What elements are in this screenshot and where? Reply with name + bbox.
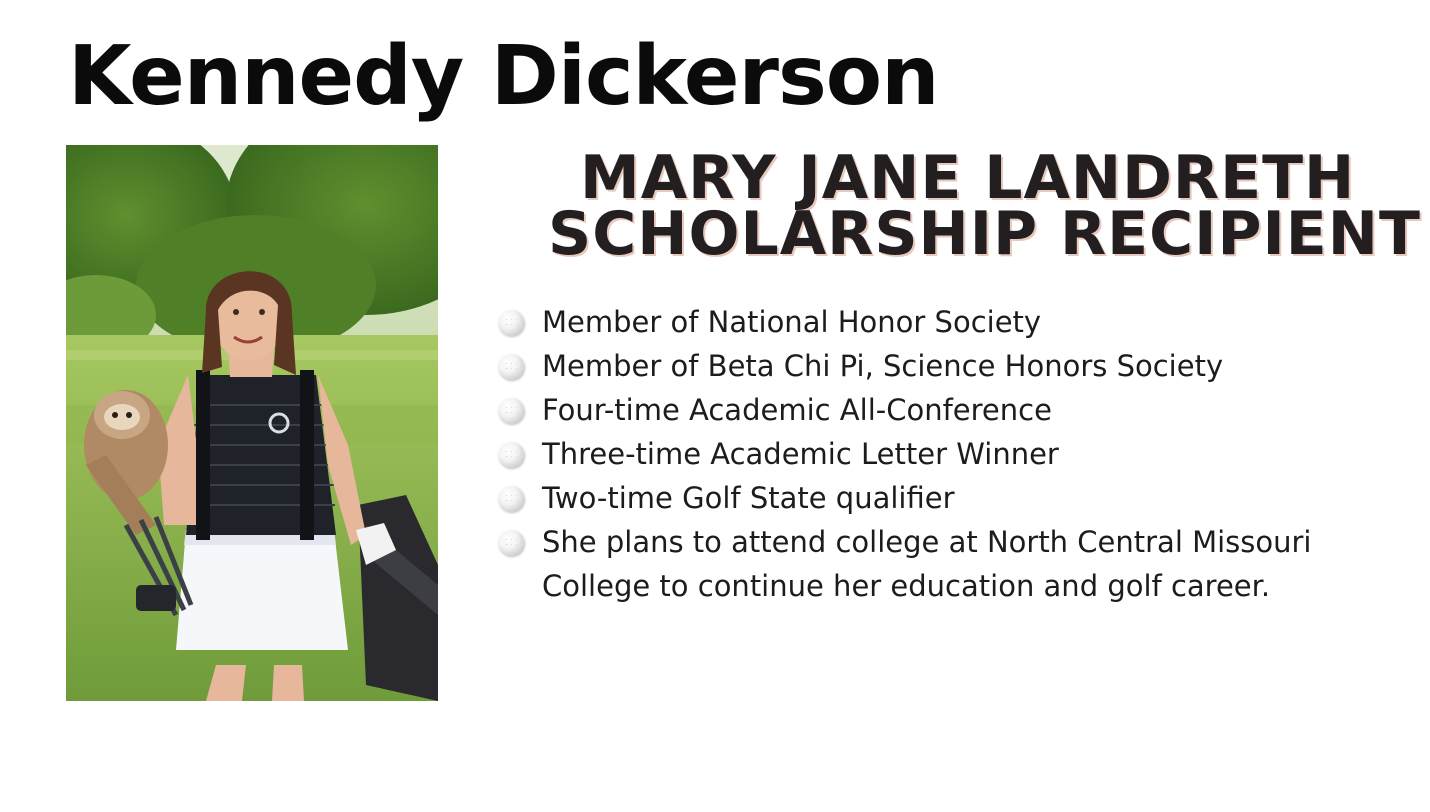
award-heading-line1: MARY JANE LANDRETH [580, 143, 1356, 213]
list-item [498, 344, 1358, 388]
list-item [498, 520, 1358, 608]
golf-ball-icon [498, 486, 524, 512]
golf-ball-icon [498, 310, 524, 336]
golf-ball-icon [498, 442, 524, 468]
achievement-text: Member of Beta Chi Pi, Science Honors Society [542, 349, 1224, 383]
achievement-text: She plans to attend college at North Central Missouri College to continue her education and golf career. [542, 525, 1312, 603]
achievement-text: Four-time Academic All-Conference [542, 393, 1052, 427]
recipient-name: Kennedy Dickerson [68, 29, 939, 124]
achievement-text: Three-time Academic Letter Winner [542, 437, 1059, 471]
recipient-photo [66, 145, 438, 701]
award-heading [548, 143, 1421, 269]
list-item [498, 388, 1358, 432]
achievement-text: Two-time Golf State qualifier [542, 481, 955, 515]
award-heading-line2: SCHOLARSHIP RECIPIENT [548, 199, 1421, 269]
golf-ball-icon [498, 530, 524, 556]
list-item [498, 300, 1358, 344]
golfer-portrait-photo-icon [66, 145, 438, 701]
list-item [498, 476, 1358, 520]
achievement-text: Member of National Honor Society [542, 305, 1042, 339]
list-item [498, 432, 1358, 476]
golf-ball-icon [498, 354, 524, 380]
achievements-list [498, 300, 1358, 608]
golf-ball-icon [498, 398, 524, 424]
